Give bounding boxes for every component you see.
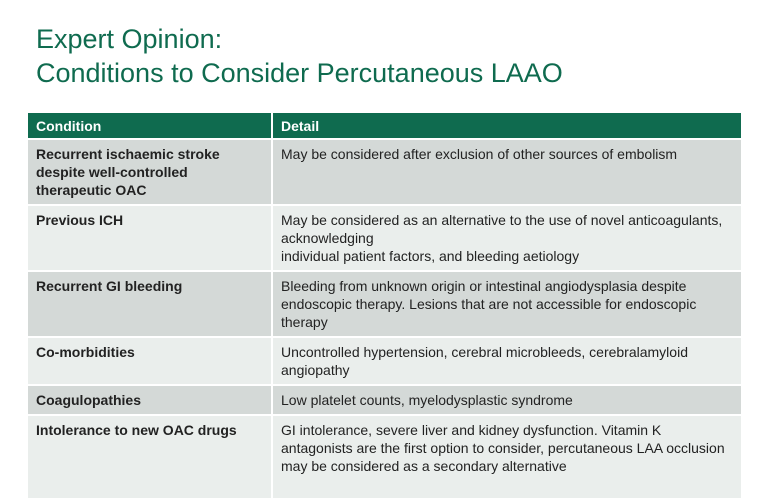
table-row: [28, 271, 742, 337]
detail-cell: May be considered after exclusion of other sources of embolism: [272, 139, 742, 205]
detail-cell: Bleeding from unknown origin or intestinal angiodysplasia despite endoscopic therapy. Lesions that are not accessible for endoscopic therapy: [272, 271, 742, 337]
condition-cell: Co-morbidities: [28, 337, 272, 385]
table-row: [28, 337, 742, 385]
detail-cell: Low platelet counts, myelodysplastic syndrome: [272, 385, 742, 415]
table-row: [28, 205, 742, 271]
detail-cell: Uncontrolled hypertension, cerebral microbleeds, cerebralamyloid angiopathy: [272, 337, 742, 385]
title-line-2: Conditions to Consider Percutaneous LAAO: [36, 58, 563, 88]
conditions-table: [28, 113, 743, 498]
header-condition: Condition: [28, 113, 272, 139]
detail-line: individual patient factors, and bleeding aetiology: [281, 248, 580, 264]
detail-cell: GI intolerance, severe liver and kidney dysfunction. Vitamin K antagonists are the first option to consider, percutaneous LAA occlusion may be considered as a secondary alternative: [272, 415, 742, 498]
condition-cell: Coagulopathies: [28, 385, 272, 415]
detail-cell: [272, 205, 742, 271]
condition-cell: Recurrent ischaemic stroke despite well-controlled therapeutic OAC: [28, 139, 272, 205]
detail-line: May be considered as an alternative to the use of novel anticoagulants, acknowledging: [281, 212, 723, 246]
table-row: [28, 415, 742, 498]
title-line-1: Expert Opinion:: [36, 24, 223, 54]
table-row: [28, 385, 742, 415]
condition-cell: Intolerance to new OAC drugs: [28, 415, 272, 498]
condition-cell: Previous ICH: [28, 205, 272, 271]
table-header-row: [28, 113, 742, 139]
condition-cell: Recurrent GI bleeding: [28, 271, 272, 337]
slide-title: [36, 22, 563, 90]
table-row: [28, 139, 742, 205]
header-detail: Detail: [272, 113, 742, 139]
